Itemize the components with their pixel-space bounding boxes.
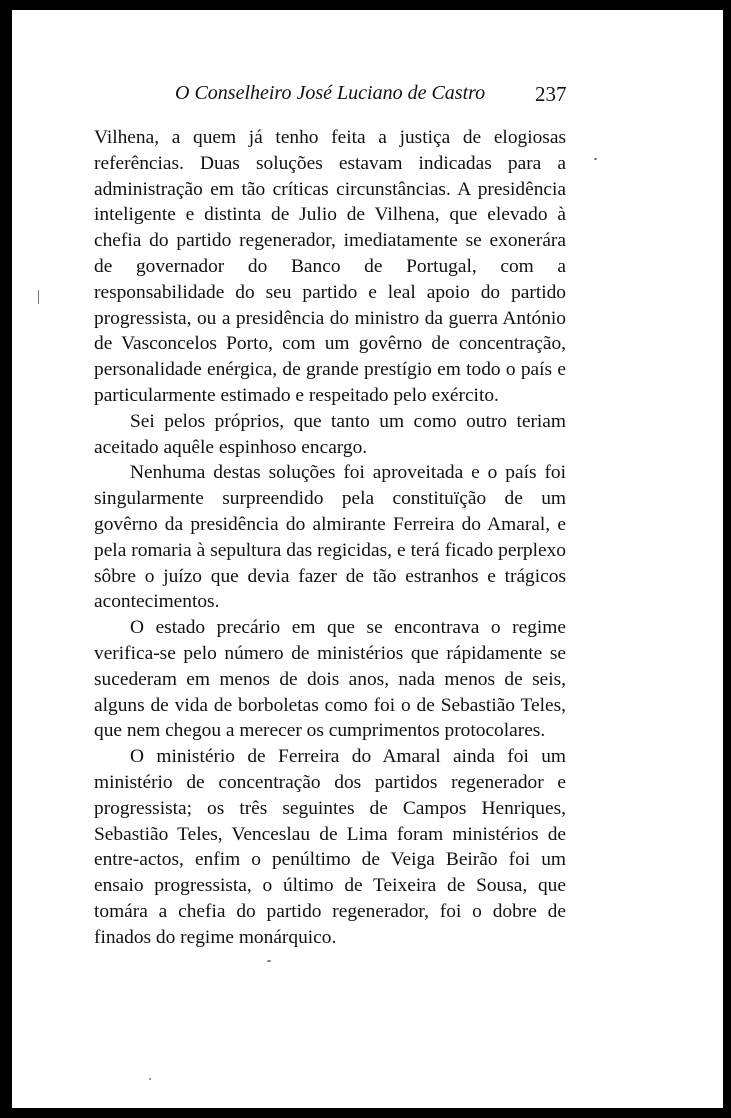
paragraph-1: Vilhena, a quem já tenho feita a justiça de elogiosas referências. Duas soluções estavam indicadas para a administração em tão críticas circunstâncias. A presidência inteligente e distinta de Julio de Vilhena, que elevado à chefia do partido regenerador, imediatamente se exonerára de governador do Banco de Portugal, com a responsabilidade do seu partido e leal apoio do partido progressista, ou a presidência do ministro da guerra António de Vasconcelos Porto, com um govêrno de concentração, personalidade enérgica, de grande prestígio em todo o país e particularmente estimado e respeitado pelo exército.: [94, 127, 566, 406]
page-number: 237: [535, 82, 567, 106]
book-page: [12, 10, 723, 1108]
body-text: [94, 125, 566, 951]
ink-speck: [38, 290, 39, 304]
ink-speck: [267, 960, 271, 962]
ink-speck: [594, 158, 597, 160]
running-title: O Conselheiro José Luciano de Castro: [175, 82, 486, 104]
paragraph-5: O ministério de Ferreira do Amaral ainda foi um ministério de concentração dos partidos regenerador e progressista; os três seguintes de Campos Henriques, Sebastião Teles, Venceslau de Lima foram ministérios de entre-actos, enfim o penúltimo de Veiga Beirão foi um ensaio progressista, o último de Teixeira de Sousa, que tomára a chefia do partido regenerador, foi o dobre de finados do regime monárquico.: [94, 746, 566, 948]
paragraph-2: Sei pelos próprios, que tanto um como outro teriam aceitado aquêle espinhoso encargo.: [94, 410, 566, 458]
paragraph-4: O estado precário em que se encontrava o regime verifica-se pelo número de ministérios que rápidamente se sucederam em menos de dois anos, nada menos de seis, alguns de vida de borboletas como foi o de Sebastião Teles, que nem chegou a merecer os cumprimentos protocolares.: [94, 617, 566, 742]
ink-speck: [149, 1078, 151, 1080]
paragraph-3: Nenhuma destas soluções foi aproveitada e o país foi singularmente surpreendido pela constituïção de um govêrno da presidência do almirante Ferreira do Amaral, e pela romaria à sepultura das regicidas, e terá ficado perplexo sôbre o juízo que devia fazer de tão estranhos e trágicos acontecimentos.: [94, 462, 566, 613]
page-header: [12, 82, 723, 112]
